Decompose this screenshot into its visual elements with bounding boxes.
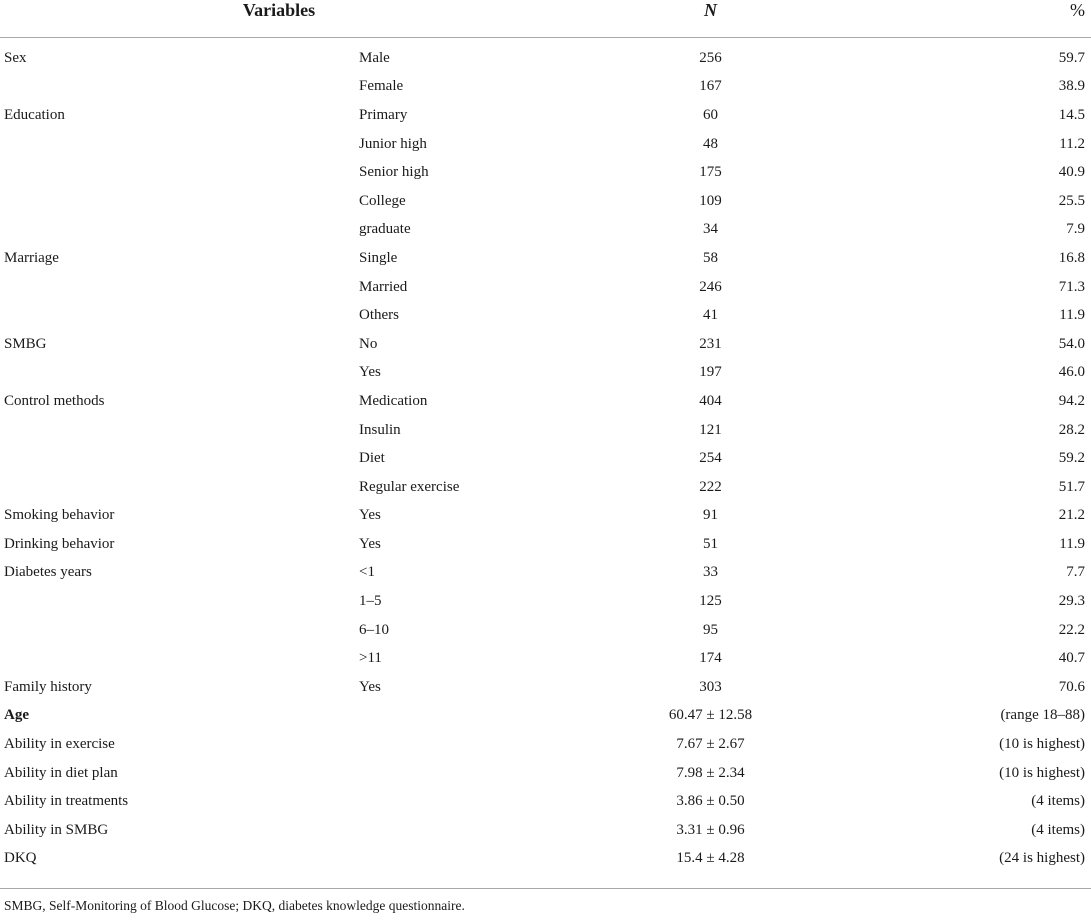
- variable-cell: Ability in treatments: [4, 793, 129, 810]
- n-cell: 109: [699, 192, 722, 209]
- percent-cell: (4 items): [1031, 793, 1085, 810]
- percent-cell: 11.9: [1059, 535, 1085, 552]
- variable-cell: Diabetes years: [4, 564, 92, 581]
- table-row: [0, 587, 1091, 616]
- table-row: [0, 101, 1091, 130]
- percent-cell: 59.7: [1058, 49, 1085, 66]
- percent-cell: 7.7: [1066, 564, 1085, 581]
- percent-cell: (10 is highest): [999, 764, 1085, 781]
- percent-cell: 28.2: [1058, 421, 1085, 438]
- category-cell: Yes: [359, 507, 381, 524]
- table-row: [0, 530, 1091, 559]
- n-cell: 33: [703, 564, 718, 581]
- category-cell: [358, 845, 608, 874]
- percent-cell: 59.2: [1058, 450, 1085, 467]
- n-cell: 3.86 ± 0.50: [676, 793, 745, 810]
- variable-cell: Marriage: [4, 249, 59, 266]
- percent-cell: 29.3: [1058, 593, 1085, 610]
- variable-cell: Control methods: [4, 392, 105, 409]
- category-cell: Single: [359, 249, 398, 266]
- variable-cell: DKQ: [4, 850, 37, 867]
- table-row: [0, 130, 1091, 159]
- table-row: [0, 616, 1091, 645]
- header-n: N: [608, 0, 813, 38]
- table-row: [0, 559, 1091, 588]
- category-cell: [358, 816, 608, 845]
- variable-cell: [0, 301, 358, 330]
- variable-cell: [0, 616, 358, 645]
- percent-cell: 14.5: [1058, 106, 1085, 123]
- table-row: [0, 673, 1091, 702]
- table-row: [0, 216, 1091, 245]
- percent-cell: (24 is highest): [999, 850, 1085, 867]
- category-cell: [358, 787, 608, 816]
- variable-cell: Ability in SMBG: [4, 821, 109, 838]
- category-cell: Diet: [359, 450, 385, 467]
- variable-cell: Family history: [4, 678, 92, 695]
- variable-cell: [0, 216, 358, 245]
- category-cell: Junior high: [359, 135, 427, 152]
- table-row: [0, 359, 1091, 388]
- variable-cell: Ability in diet plan: [4, 764, 118, 781]
- variable-cell: Sex: [4, 49, 27, 66]
- variable-cell: SMBG: [4, 335, 47, 352]
- n-cell: 246: [699, 278, 722, 295]
- variable-cell: Drinking behavior: [4, 535, 115, 552]
- n-cell: 121: [699, 421, 722, 438]
- variable-cell: [0, 273, 358, 302]
- percent-cell: 51.7: [1058, 478, 1085, 495]
- variable-cell: [0, 416, 358, 445]
- percent-cell: 11.2: [1059, 135, 1085, 152]
- table-row: [0, 301, 1091, 330]
- variable-cell: [0, 359, 358, 388]
- percent-cell: 7.9: [1066, 221, 1085, 238]
- percent-cell: 71.3: [1058, 278, 1085, 295]
- percent-cell: 46.0: [1058, 364, 1085, 381]
- variable-cell: [0, 158, 358, 187]
- percent-cell: 21.2: [1058, 507, 1085, 524]
- n-cell: 222: [699, 478, 722, 495]
- table-row: [0, 845, 1091, 874]
- table-row: [0, 502, 1091, 531]
- variable-cell: [0, 444, 358, 473]
- n-cell: 125: [699, 593, 722, 610]
- category-cell: [358, 759, 608, 788]
- table-bottom-rule: [0, 888, 1091, 889]
- category-cell: Others: [359, 307, 399, 324]
- n-cell: 3.31 ± 0.96: [676, 821, 745, 838]
- category-cell: 6–10: [359, 621, 389, 638]
- header-variables: Variables: [0, 0, 608, 38]
- category-cell: graduate: [359, 221, 411, 238]
- percent-cell: (range 18–88): [1000, 707, 1085, 724]
- table-row: [0, 444, 1091, 473]
- table-row: [0, 158, 1091, 187]
- category-cell: Senior high: [359, 164, 429, 181]
- category-cell: <1: [359, 564, 375, 581]
- variable-cell: Education: [4, 106, 65, 123]
- category-cell: 1–5: [359, 593, 382, 610]
- category-cell: [358, 702, 608, 731]
- table-footnote: SMBG, Self-Monitoring of Blood Glucose; DKQ, diabetes knowledge questionnaire.: [4, 898, 465, 913]
- n-cell: 60: [703, 106, 718, 123]
- n-cell: 95: [703, 621, 718, 638]
- variable-cell: Age: [4, 707, 29, 724]
- n-cell: 41: [703, 307, 718, 324]
- variable-cell: [0, 187, 358, 216]
- table-body: [0, 38, 1091, 874]
- table-row: [0, 416, 1091, 445]
- variable-cell: [0, 644, 358, 673]
- table-row: [0, 244, 1091, 273]
- category-cell: Married: [359, 278, 408, 295]
- category-cell: College: [359, 192, 406, 209]
- category-cell: Male: [359, 49, 390, 66]
- table-row: [0, 759, 1091, 788]
- table-row: [0, 787, 1091, 816]
- percent-cell: 40.9: [1058, 164, 1085, 181]
- category-cell: Primary: [359, 106, 408, 123]
- table-row: [0, 644, 1091, 673]
- category-cell: No: [359, 335, 378, 352]
- n-cell: 48: [703, 135, 718, 152]
- percent-cell: 25.5: [1058, 192, 1085, 209]
- n-cell: 60.47 ± 12.58: [668, 707, 753, 724]
- category-cell: Female: [359, 78, 404, 95]
- variable-cell: [0, 73, 358, 102]
- category-cell: Insulin: [359, 421, 401, 438]
- variable-cell: Smoking behavior: [4, 507, 115, 524]
- category-cell: [358, 730, 608, 759]
- variable-cell: [0, 473, 358, 502]
- n-cell: 303: [699, 678, 722, 695]
- category-cell: Regular exercise: [359, 478, 460, 495]
- table-row: [0, 73, 1091, 102]
- n-cell: 34: [703, 221, 718, 238]
- percent-cell: (10 is highest): [999, 736, 1085, 753]
- n-cell: 58: [703, 249, 718, 266]
- variable-cell: [0, 130, 358, 159]
- n-cell: 254: [699, 450, 722, 467]
- n-cell: 231: [699, 335, 722, 352]
- category-cell: Medication: [359, 392, 428, 409]
- n-cell: 7.67 ± 2.67: [676, 736, 745, 753]
- category-cell: Yes: [359, 678, 381, 695]
- header-percent: %: [813, 0, 1091, 38]
- percent-cell: 22.2: [1058, 621, 1085, 638]
- category-cell: Yes: [359, 535, 381, 552]
- percent-cell: 16.8: [1058, 249, 1085, 266]
- variable-cell: Ability in exercise: [4, 736, 115, 753]
- n-cell: 51: [703, 535, 718, 552]
- percent-cell: (4 items): [1031, 821, 1085, 838]
- category-cell: Yes: [359, 364, 381, 381]
- percent-cell: 40.7: [1058, 650, 1085, 667]
- n-cell: 174: [699, 650, 722, 667]
- percent-cell: 94.2: [1058, 392, 1085, 409]
- n-cell: 404: [699, 392, 722, 409]
- table-row: [0, 816, 1091, 845]
- table-row: [0, 730, 1091, 759]
- table-row: [0, 330, 1091, 359]
- variable-cell: [0, 587, 358, 616]
- percent-cell: 11.9: [1059, 307, 1085, 324]
- n-cell: 175: [699, 164, 722, 181]
- n-cell: 7.98 ± 2.34: [676, 764, 745, 781]
- table-row: [0, 702, 1091, 731]
- percent-cell: 38.9: [1058, 78, 1085, 95]
- table-header-row: [0, 0, 1091, 38]
- n-cell: 167: [699, 78, 722, 95]
- n-cell: 256: [699, 49, 722, 66]
- table-row: [0, 187, 1091, 216]
- table-row: [0, 273, 1091, 302]
- percent-cell: 54.0: [1058, 335, 1085, 352]
- n-cell: 91: [703, 507, 718, 524]
- n-cell: 197: [699, 364, 722, 381]
- table-row: [0, 38, 1091, 73]
- percent-cell: 70.6: [1058, 678, 1085, 695]
- table-row: [0, 473, 1091, 502]
- category-cell: >11: [359, 650, 382, 667]
- table-row: [0, 387, 1091, 416]
- n-cell: 15.4 ± 4.28: [676, 850, 745, 867]
